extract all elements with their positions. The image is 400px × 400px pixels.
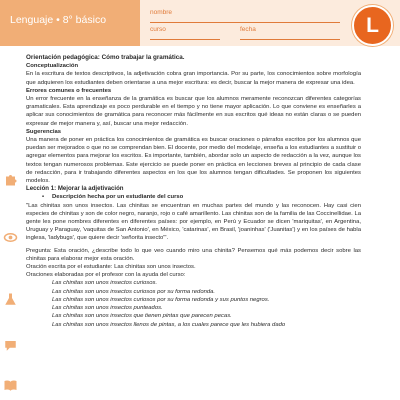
bullet-dot: • bbox=[42, 194, 45, 201]
section-body: Una manera de poner en práctica los conocimientos de gramática es buscar oraciones o párrafos escritos por los alumnos que puedan ser mejorados o que no se comprendan bien. El docente, por medio del modelaje, enseña a los estudiantes a sustituir o agregar elementos para mejorar los escritos. Es importante, también, abordar solo un aspecto de redacción a la vez, aunque los textos tengan numerosos problemas. Este ejercicio se puede poner en práctica en lecciones breves al principio de cada clase de redacción, para ir trabajando diferentes aspectos en los que los alumnos tengan dificultades. Se proponen los siguientes modelos. bbox=[26, 137, 361, 185]
nombre-line bbox=[150, 22, 340, 23]
section-heading: Errores comunes o frecuentes bbox=[26, 87, 112, 94]
header-band bbox=[0, 0, 400, 46]
curso-label: curso bbox=[150, 26, 166, 33]
subject-badge: L bbox=[352, 5, 393, 46]
puzzle-icon bbox=[3, 172, 18, 187]
page-title: Orientación pedagógica: Cómo trabajar la gramática. bbox=[26, 54, 185, 61]
student-sentence: Oración escrita por el estudiante: Las chinitas son unos insectos. bbox=[26, 264, 196, 271]
example-sentence: Las chinitas son unos insectos curiosos por su forma redonda. bbox=[52, 288, 216, 295]
bullet-text: Descripción hecha por un estudiante del curso bbox=[52, 194, 184, 201]
student-quote: "Las chinitas son unos insectos. Las chinitas se encuentran en muchas partes del mundo y las reconocen. Hay casi cien especies de chinitas y son de color negro, naranjo, rojo o café amarillento. Las chinitas son de la familia de las Coccinellidae. La gente les pone nombres diferentes en diferentes países: por ejemplo, en Perú y Ecuador se dicen 'mariquitas', en Argentina, Uruguay y Paraguay, 'vaquitas de San Antonio', en México, 'catarinas', en Brasil, 'joaninhas' ('Juanitas') y en los países de habla inglesa, 'ladybugs', que quiere decir 'señorita insecto'". bbox=[26, 202, 361, 242]
lesson-title: Lección 1: Mejorar la adjetivación bbox=[26, 185, 124, 193]
nombre-label: nombre bbox=[150, 9, 173, 16]
example-sentence: Las chinitas son unos insectos curiosos por su forma redonda y sus puntos negros. bbox=[52, 296, 270, 303]
sidebar-icons bbox=[0, 100, 22, 400]
lesson-bullet bbox=[26, 193, 361, 201]
fecha-label: fecha bbox=[240, 26, 256, 33]
speech-bubble-icon bbox=[3, 338, 18, 353]
curso-line bbox=[150, 39, 220, 40]
question: Pregunta: Esta oración, ¿describe todo lo que veo cuando miro una chinita? Pensemos qué más podemos decir sobre las chinitas para elaborar mejor esta oración. bbox=[26, 247, 361, 262]
subject-label: Lenguaje • 8° básico bbox=[10, 14, 107, 26]
subject-tab bbox=[0, 0, 140, 46]
example-sentence: Las chinitas son unos insectos punteados. bbox=[52, 305, 163, 312]
section-heading: Conceptualización bbox=[26, 63, 79, 70]
main-content bbox=[26, 54, 361, 329]
section-heading: Sugerencias bbox=[26, 128, 62, 135]
fecha-line bbox=[240, 39, 340, 40]
flask-icon bbox=[3, 292, 18, 307]
example-sentence: Las chinitas son unos insectos que tienen pintas que parecen pecas. bbox=[52, 313, 232, 320]
book-icon bbox=[3, 378, 18, 393]
example-sentence: Las chinitas son unos insectos curiosos. bbox=[52, 280, 158, 287]
eye-icon bbox=[3, 230, 18, 245]
section-body: En la escritura de textos descriptivos, la adjetivación cobra gran importancia. Por su parte, los conocimientos sobre morfología que adquieren los estudiantes deben orientarse a una mejor escritura: es decir, buscar la mejor manera de expresar una idea. bbox=[26, 71, 361, 86]
professor-intro: Oraciones elaboradas por el profesor con la ayuda del curso: bbox=[26, 272, 186, 279]
example-sentence: Las chinitas son unos insectos llenos de pintas, a los cuales parece que les hubiera dado bbox=[52, 321, 286, 328]
section-body: Un error frecuente en la enseñanza de la gramática es buscar que los alumnos meramente reconozcan diferentes categorías gramaticales. Esta aprendizaje es poco perdurable en el tiempo y no tiene mayor aplicación. Lo que conviene es enseñarles a aplicar sus conocimientos de gramática para reconocer más fácilmente en sus escritos qué ideas no están claras o se pueden expresar de mejor manera y, así, buscar una mejor redacción. bbox=[26, 96, 361, 127]
